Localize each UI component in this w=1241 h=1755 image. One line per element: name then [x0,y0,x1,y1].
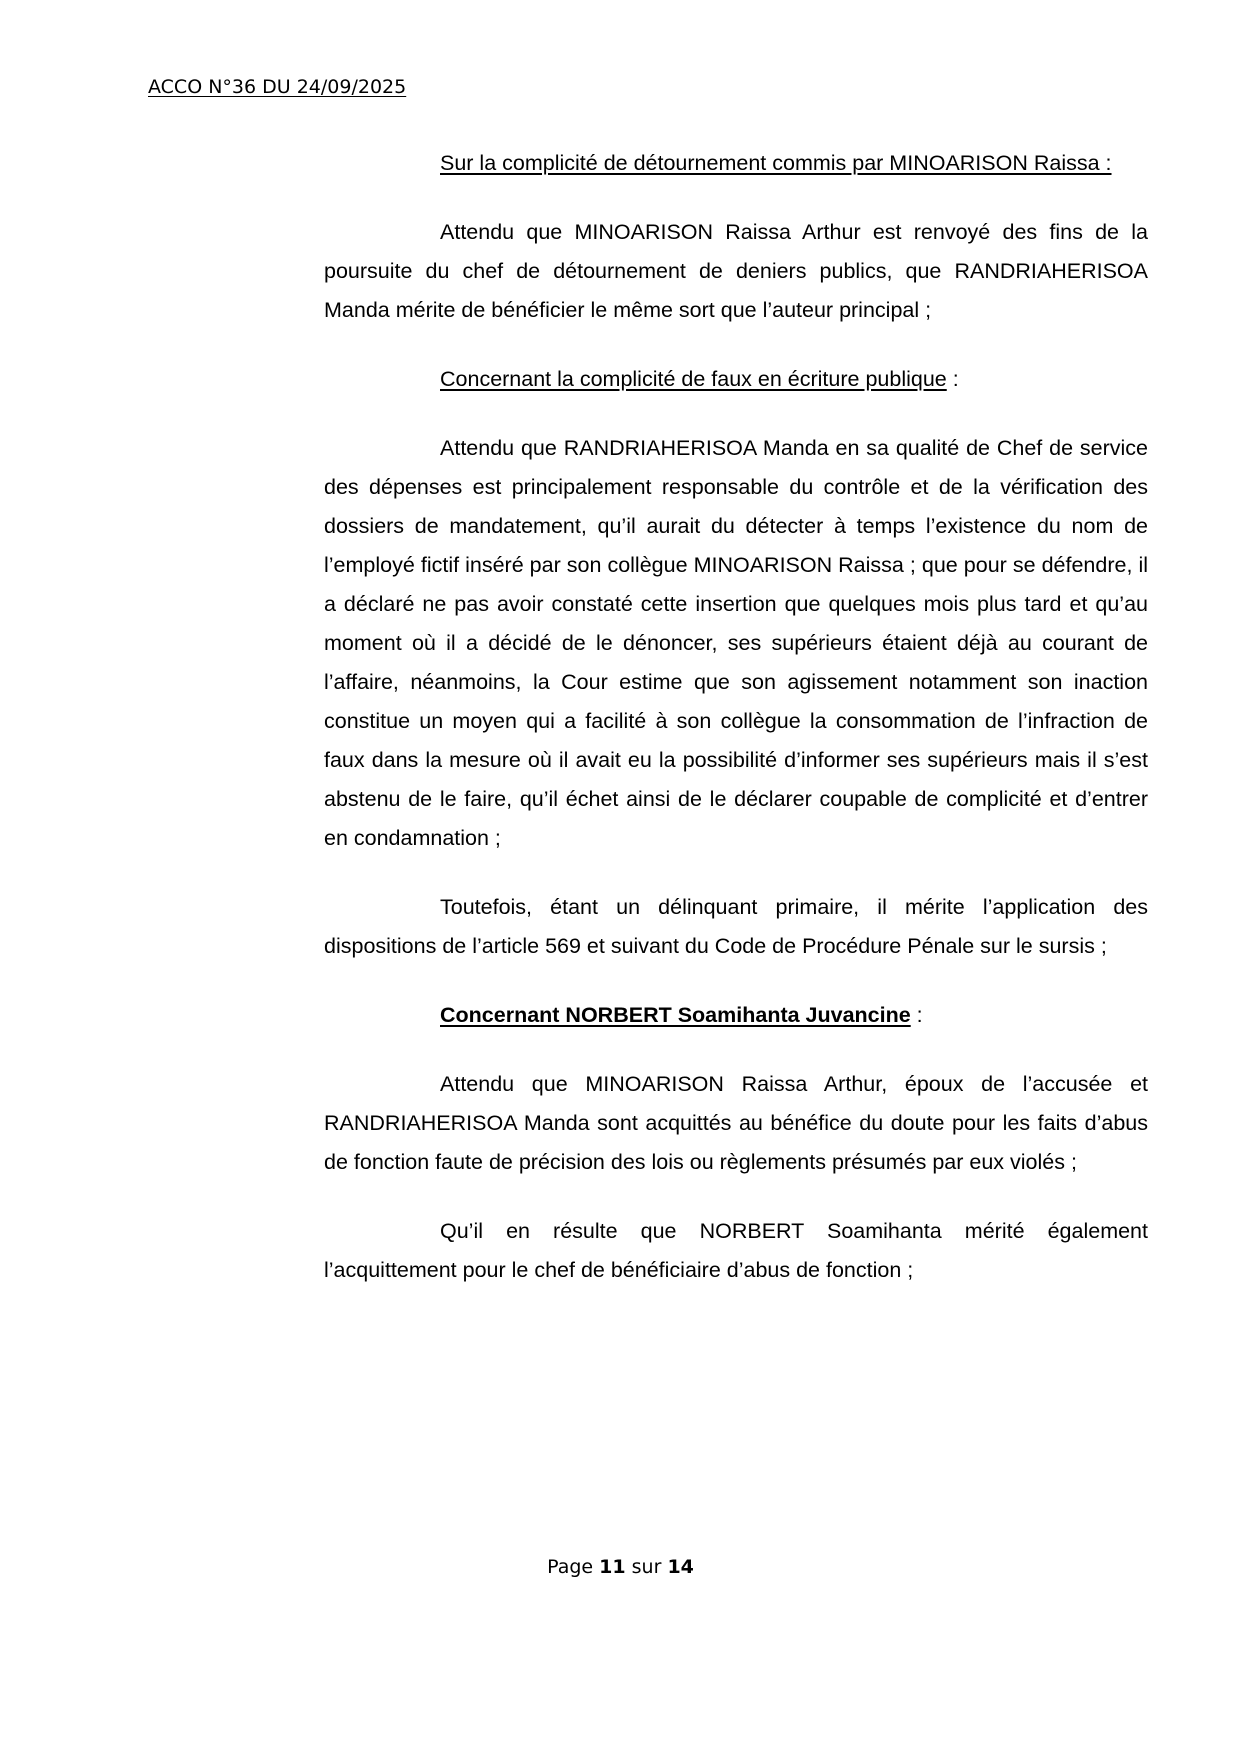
paragraph-acquittement-doute: Attendu que MINOARISON Raissa Arthur, époux de l’accusée et RANDRIAHERISOA Manda sont acquittés au bénéfice du doute pour les faits d’abus de fonction faute de précision des lois ou règlements présumés par eux violés ; [324,1072,1148,1174]
document-reference: ACCO N°36 DU 24/09/2025 [148,76,407,98]
heading-colon: : [946,367,959,391]
paragraph-renvoi: Attendu que MINOARISON Raissa Arthur est renvoyé des fins de la poursuite du chef de détournement de deniers publics, que RANDRIAHERISOA Manda mérite de bénéficier le même sort que l’auteur principal ; [324,220,1148,322]
section-heading-norbert: Concernant NORBERT Soamihanta Juvancine [440,1003,911,1027]
page-number: 11 [599,1556,626,1578]
total-pages: 14 [667,1556,694,1578]
of-label: sur [625,1556,668,1578]
section-heading-paragraph [324,144,1148,183]
paragraph-acquittement-norbert: Qu’il en résulte que NORBERT Soamihanta mérité également l’acquittement pour le chef de bénéficiaire d’abus de fonction ; [324,1219,1148,1282]
paragraph-randriaherisoa: Attendu que RANDRIAHERISOA Manda en sa qualité de Chef de service des dépenses est principalement responsable du contrôle et de la vérification des dossiers de mandatement, qu’il aurait du détecter à temps l’existence du nom de l’employé fictif inséré par son collègue MINOARISON Raissa ; que pour se défendre, il a déclaré ne pas avoir constaté cette insertion que quelques mois plus tard et qu’au moment où il a décidé de le dénoncer, ses supérieurs étaient déjà au courant de l’affaire, néanmoins, la Cour estime que son agissement notamment son inaction constitue un moyen qui a facilité à son collègue la consommation de l’infraction de faux dans la mesure où il avait eu la possibilité d’informer ses supérieurs mais il s’est abstenu de le faire, qu’il échet ainsi de le déclarer coupable de complicité et d’entrer en condamnation ; [324,436,1148,850]
page-label: Page [547,1556,600,1578]
document-body [324,144,1148,1320]
section-heading-complicite-detournement: Sur la complicité de détournement commis par MINOARISON Raissa : [440,151,1112,175]
section-heading-paragraph [324,360,1148,399]
section-heading-paragraph [324,996,1148,1035]
section-heading-complicite-faux: Concernant la complicité de faux en écriture publique [440,367,947,391]
heading-colon: : [910,1003,923,1027]
paragraph-sursis: Toutefois, étant un délinquant primaire, il mérite l’application des dispositions de l’article 569 et suivant du Code de Procédure Pénale sur le sursis ; [324,895,1148,958]
page-footer [0,1556,1241,1578]
